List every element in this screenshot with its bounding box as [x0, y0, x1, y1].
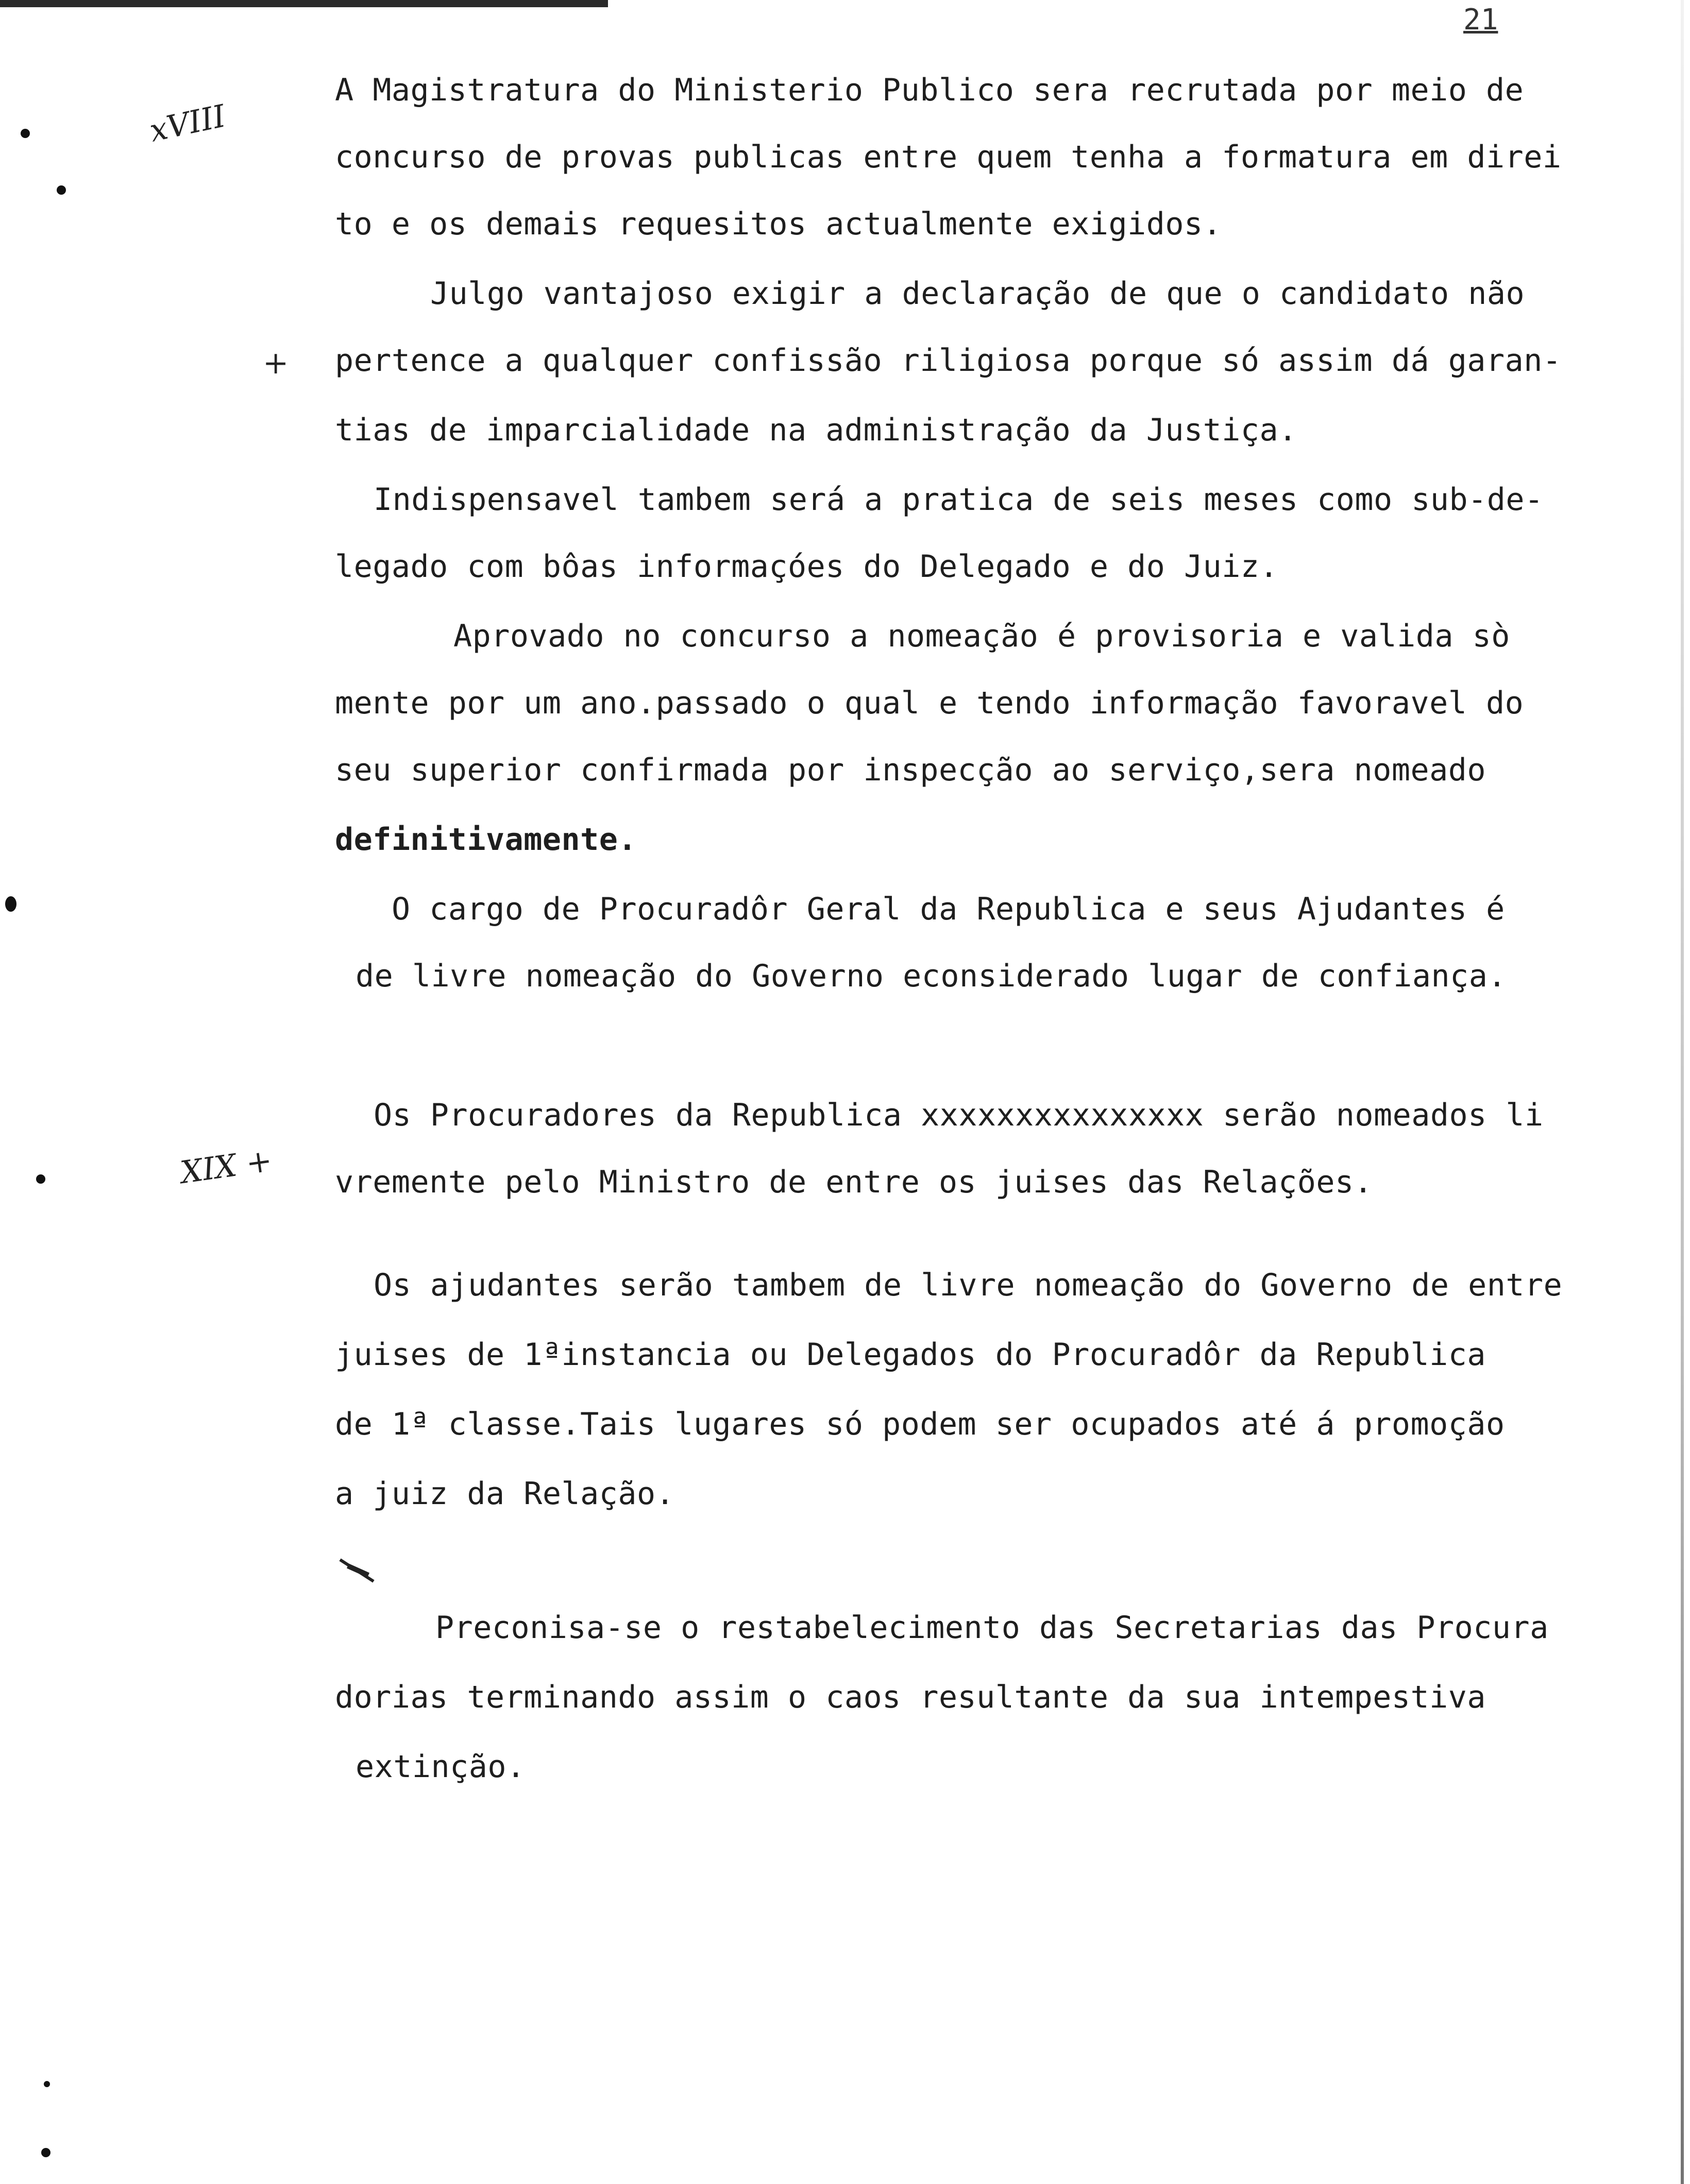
- margin-speck: [41, 2148, 50, 2157]
- text-line: tias de imparcialidade na administração da Justiça.: [335, 412, 1297, 448]
- page-number: 21: [1463, 3, 1498, 37]
- arrow-mark-icon: [337, 1556, 379, 1586]
- text-line: de 1ª classe.Tais lugares só podem ser ocupados até á promoção: [335, 1406, 1505, 1442]
- text-line: to e os demais requesitos actualmente exigidos.: [335, 206, 1222, 242]
- margin-speck: [44, 2081, 50, 2087]
- text-line: A Magistratura do Ministerio Publico sera recrutada por meio de: [335, 72, 1524, 108]
- text-line: juises de 1ªinstancia ou Delegados do Procuradôr da Republica: [335, 1337, 1486, 1373]
- right-edge-shadow: [1681, 0, 1684, 2184]
- text-line: legado com bôas informaçóes do Delegado e do Juiz.: [335, 549, 1279, 585]
- text-line: definitivamente.: [335, 822, 637, 858]
- text-line: Julgo vantajoso exigir a declaração de que o candidato não: [430, 276, 1525, 312]
- text-line: vremente pelo Ministro de entre os juises das Relações.: [335, 1164, 1373, 1200]
- text-line: seu superior confirmada por inspecção ao serviço,sera nomeado: [335, 752, 1486, 788]
- top-edge-rule: [0, 0, 608, 7]
- text-line: Os ajudantes serão tambem de livre nomeação do Governo de entre: [374, 1267, 1563, 1303]
- margin-note-plus: +: [263, 345, 289, 381]
- text-line: concurso de provas publicas entre quem tenha a formatura em direi: [335, 139, 1562, 175]
- text-line: pertence a qualquer confissão riligiosa porque só assim dá garan-: [335, 343, 1562, 379]
- text-line: dorias terminando assim o caos resultante da sua intempestiva: [335, 1679, 1486, 1715]
- margin-speck: [36, 1174, 45, 1184]
- text-line: Os Procuradores da Republica xxxxxxxxxxxxxxx serão nomeados li: [374, 1097, 1544, 1133]
- text-line: extinção.: [356, 1749, 526, 1785]
- text-line: mente por um ano.passado o qual e tendo informação favoravel do: [335, 685, 1524, 721]
- text-line: a juiz da Relação.: [335, 1476, 675, 1512]
- text-line: de livre nomeação do Governo econsiderado lugar de confiança.: [356, 958, 1507, 994]
- text-line: Indispensavel tambem será a pratica de seis meses como sub-de-: [374, 482, 1544, 518]
- margin-speck: [57, 185, 66, 195]
- margin-note-xviii: xVIII: [146, 98, 229, 149]
- text-line: O cargo de Procuradôr Geral da Republica e seus Ajudantes é: [392, 891, 1505, 927]
- margin-speck: [5, 896, 16, 912]
- margin-note-xix: XIX +: [178, 1142, 275, 1191]
- text-line: Preconisa-se o restabelecimento das Secretarias das Procura: [435, 1610, 1549, 1646]
- text-line: Aprovado no concurso a nomeação é provisoria e valida sò: [453, 618, 1510, 654]
- margin-speck: [21, 129, 30, 138]
